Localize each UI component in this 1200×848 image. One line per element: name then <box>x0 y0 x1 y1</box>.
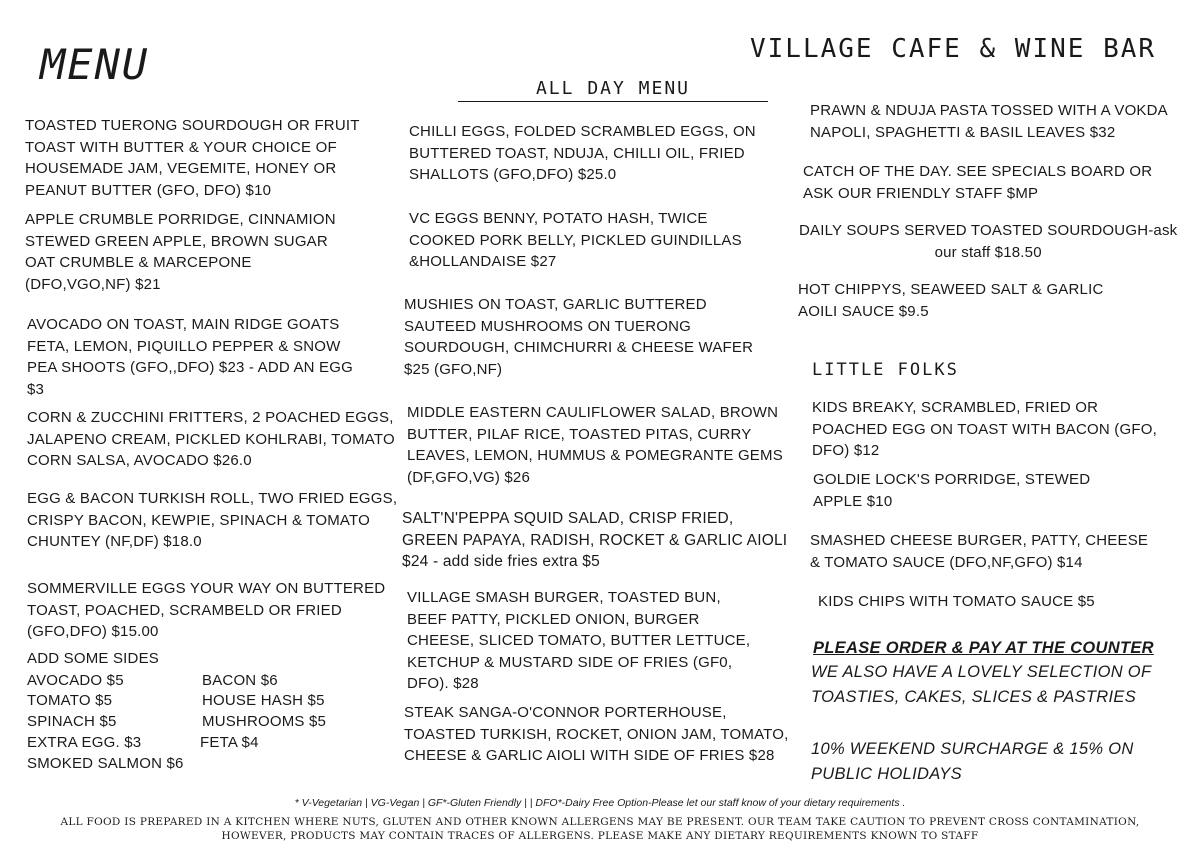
menu-item-catch-of-day: CATCH OF THE DAY. SEE SPECIALS BOARD OR ASK OUR FRIENDLY STAFF $MP <box>803 163 1153 202</box>
side-item: SMOKED SALMON $6 <box>27 755 184 772</box>
side-item: FETA $4 <box>200 734 259 751</box>
all-day-menu-heading: ALL DAY MENU <box>458 78 768 102</box>
menu-item-fritters: CORN & ZUCCHINI FRITTERS, 2 POACHED EGGS, JALAPENO CREAM, PICKLED KOHLRABI, TOMATO CORN SALSA, AVOCADO $26.0 <box>27 409 395 469</box>
surcharge-notice: 10% WEEKEND SURCHARGE & 15% ON PUBLIC HOLIDAYS <box>811 740 1134 783</box>
menu-item-cauliflower-salad: MIDDLE EASTERN CAULIFLOWER SALAD, BROWN BUTTER, PILAF RICE, TOASTED PITAS, CURRY LEAVES, LEMON, HUMMUS & POMEGRANTE GEMS (DF,GFO,VG) $26 <box>407 404 783 486</box>
menu-item-daily-soups: DAILY SOUPS SERVED TOASTED SOURDOUGH-ask our staff $18.50 <box>799 222 1178 261</box>
little-folks-heading: LITTLE FOLKS <box>812 360 959 380</box>
dietary-key: * V-Vegetarian | VG-Vegan | GF*-Gluten Friendly | | DFO*-Dairy Free Option-Please let our staff know of your dietary requirements . <box>294 797 906 809</box>
side-item: MUSHROOMS $5 <box>202 713 327 730</box>
side-item: HOUSE HASH $5 <box>202 692 325 709</box>
menu-item-squid-salad: SALT'N'PEPPA SQUID SALAD, CRISP FRIED, GREEN PAPAYA, RADISH, ROCKET & GARLIC AIOLI $24 - add side fries extra $5 <box>402 510 788 570</box>
menu-item-turkish-roll: EGG & BACON TURKISH ROLL, TWO FRIED EGGS, CRISPY BACON, KEWPIE, SPINACH & TOMATO CHUNTEY (NF,DF) $18.0 <box>27 490 398 550</box>
menu-item-sommerville-eggs: SOMMERVILLE EGGS YOUR WAY ON BUTTERED TOAST, POACHED, SCRAMBELD OR FRIED (GFO,DFO) $15.00 <box>27 580 386 640</box>
menu-item-steak-sanga: STEAK SANGA-O'CONNOR PORTERHOUSE, TOASTED TURKISH, ROCKET, ONION JAM, TOMATO, CHEESE & GARLIC AIOLI WITH SIDE OF FRIES $28 <box>404 704 789 764</box>
menu-item-smash-burger: VILLAGE SMASH BURGER, TOASTED BUN, BEEF PATTY, PICKLED ONION, BURGER CHEESE, SLICED TOMATO, BUTTER LETTUCE, KETCHUP & MUSTARD SIDE OF FRIES (GF0, DFO). $28 <box>407 589 751 692</box>
menu-title: MENU <box>40 40 150 89</box>
menu-item-hot-chippys: HOT CHIPPYS, SEAWEED SALT & GARLIC AOILI SAUCE $9.5 <box>798 281 1104 320</box>
selection-notice: WE ALSO HAVE A LOVELY SELECTION OF TOASTIES, CAKES, SLICES & PASTRIES <box>811 663 1152 706</box>
menu-item-prawn-pasta: PRAWN & NDUJA PASTA TOSSED WITH A VOKDA NAPOLI, SPAGHETTI & BASIL LEAVES $32 <box>810 102 1168 141</box>
cafe-name: VILLAGE CAFE & WINE BAR <box>750 34 1157 64</box>
sides-heading: ADD SOME SIDES <box>27 650 159 667</box>
menu-item-avocado-toast: AVOCADO ON TOAST, MAIN RIDGE GOATS FETA, LEMON, PIQUILLO PEPPER & SNOW PEA SHOOTS (GFO,,DFO) $23 - ADD AN EGG $3 <box>27 316 353 398</box>
menu-item-eggs-benny: VC EGGS BENNY, POTATO HASH, TWICE COOKED PORK BELLY, PICKLED GUINDILLAS &HOLLANDAISE $27 <box>409 210 742 270</box>
menu-item-porridge: APPLE CRUMBLE PORRIDGE, CINNAMION STEWED GREEN APPLE, BROWN SUGAR OAT CRUMBLE & MARCEPONE (DFO,VGO,NF) $21 <box>25 211 336 293</box>
kids-item-cheese-burger: SMASHED CHEESE BURGER, PATTY, CHEESE & TOMATO SAUCE (DFO,NF,GFO) $14 <box>810 532 1149 571</box>
side-item: BACON $6 <box>202 672 278 689</box>
kids-item-breaky: KIDS BREAKY, SCRAMBLED, FRIED OR POACHED EGG ON TOAST WITH BACON (GFO, DFO) $12 <box>812 399 1157 459</box>
kids-item-chips: KIDS CHIPS WITH TOMATO SAUCE $5 <box>818 593 1095 610</box>
order-at-counter-notice: PLEASE ORDER & PAY AT THE COUNTER <box>813 639 1154 657</box>
side-item: SPINACH $5 <box>27 713 117 730</box>
menu-item-mushies: MUSHIES ON TOAST, GARLIC BUTTERED SAUTEED MUSHROOMS ON TUERONG SOURDOUGH, CHIMCHURRI & CHEESE WAFER $25 (GFO,NF) <box>404 296 754 378</box>
side-item: TOMATO $5 <box>27 692 113 709</box>
kids-item-porridge: GOLDIE LOCK'S PORRIDGE, STEWED APPLE $10 <box>813 471 1091 510</box>
allergen-notice: ALL FOOD IS PREPARED IN A KITCHEN WHERE NUTS, GLUTEN AND OTHER KNOWN ALLERGENS MAY BE PRESENT. OUR TEAM TAKE CAUTION TO PREVENT CROSS CONTAMINATION, HOWEVER, PRODUCTS MAY CONTAIN TRACES OF ALLERGENS. PLEASE MAKE ANY DIETARY REQUIREMENTS KNOWN TO STAFF <box>60 816 1140 842</box>
menu-item-toast: TOASTED TUERONG SOURDOUGH OR FRUIT TOAST WITH BUTTER & YOUR CHOICE OF HOUSEMADE JAM, VEGEMITE, HONEY OR PEANUT BUTTER (GFO, DFO) $10 <box>25 117 360 199</box>
menu-item-chilli-eggs: CHILLI EGGS, FOLDED SCRAMBLED EGGS, ON BUTTERED TOAST, NDUJA, CHILLI OIL, FRIED SHALLOTS (GFO,DFO) $25.0 <box>409 123 756 183</box>
side-item: EXTRA EGG. $3 <box>27 734 142 751</box>
side-item: AVOCADO $5 <box>27 672 124 689</box>
